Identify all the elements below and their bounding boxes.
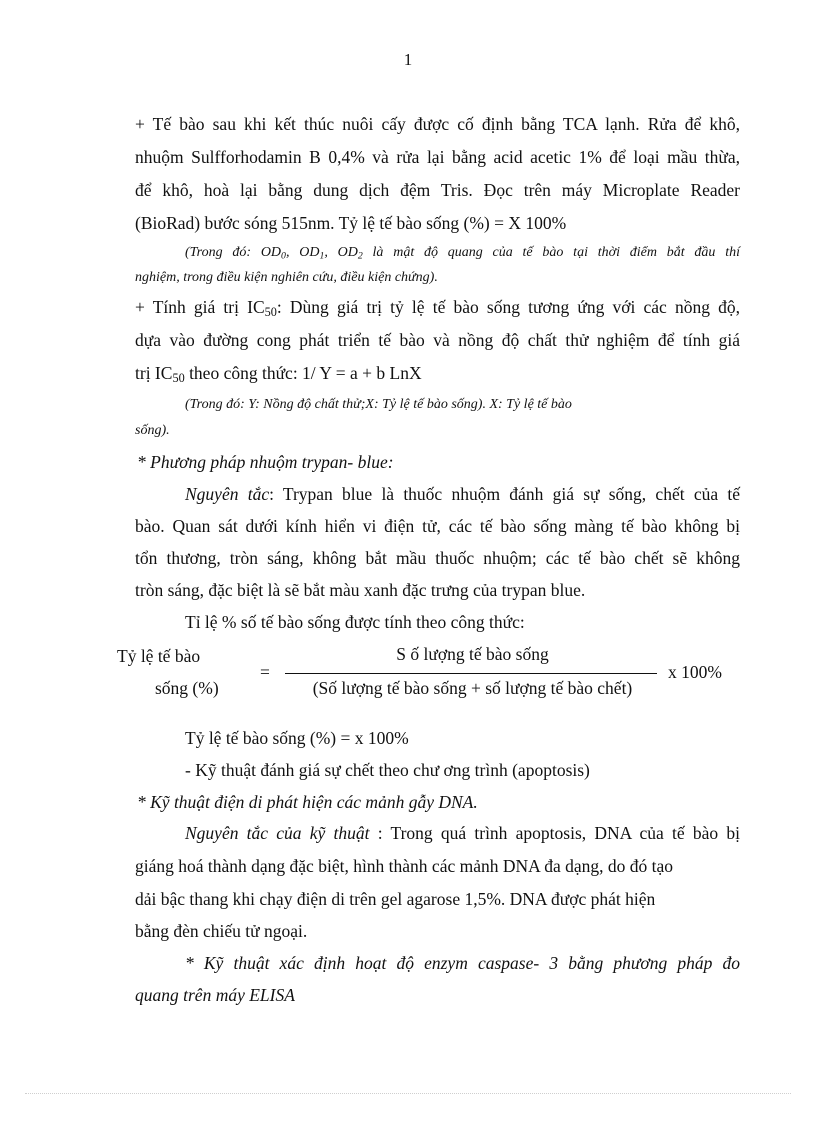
paragraph-line: nhuộm Sulfforhodamin B 0,4% và rửa lại bằng acid acetic 1% để loại mầu thừa, bbox=[135, 147, 740, 167]
formula-denominator: (Số lượng tế bào sống + số lượng tế bào chết) bbox=[312, 678, 633, 698]
paragraph-line: giáng hoá thành dạng đặc biệt, hình thành các mảnh DNA đa dạng, do đó tạo bbox=[135, 856, 673, 876]
paragraph-line: Tỉ lệ % số tế bào sống được tính theo công thức: bbox=[185, 612, 525, 632]
note-line: (Trong đó: $OD_0$, $OD_1$, $OD_2$ là mật độ quang của tế bào tại thời điểm bắt đầu thí bbox=[185, 245, 740, 262]
paragraph-line: dải bậc thang khi chạy điện di trên gel agarose 1,5%. DNA được phát hiện bbox=[135, 889, 656, 909]
formula-lhs: Tỷ lệ tế bào bbox=[117, 646, 201, 666]
section-heading: * Kỹ thuật xác định hoạt độ enzym caspase- 3 bằng phương pháp đo bbox=[185, 953, 740, 973]
note-line: nghiệm, trong điều kiện nghiên cứu, điều kiện chứng). bbox=[135, 270, 438, 285]
paragraph-line: tổn thương, tròn sáng, không bắt mầu thuốc nhuộm; các tế bào chết sẽ không bbox=[135, 548, 740, 568]
page-number: 1 bbox=[403, 50, 413, 69]
formula-numerator: S ố lượng tế bào sống bbox=[396, 644, 549, 664]
paragraph-line: + Tính giá trị $IC_{50}$: Dùng giá trị tỷ lệ tế bào sống tương ứng với các nồng độ, bbox=[135, 297, 740, 320]
formula-multiplier: x 100% bbox=[668, 662, 722, 682]
section-heading: quang trên máy ELISA bbox=[135, 985, 295, 1005]
section-heading: * Phương pháp nhuộm trypan- blue: bbox=[137, 452, 394, 472]
note-line: sống). bbox=[135, 423, 170, 438]
page-bottom-border bbox=[25, 1093, 791, 1094]
paragraph-line: để khô, hoà lại bằng dung dịch đệm Tris. Đọc trên máy Microplate Reader bbox=[135, 180, 740, 200]
formula-equals: = bbox=[260, 662, 270, 682]
paragraph-line: (BioRad) bước sóng 515nm. Tỷ lệ tế bào sống (%) = X 100% bbox=[135, 213, 567, 233]
formula bbox=[117, 640, 740, 704]
note-line: (Trong đó: Y: Nồng độ chất thử;X: Tỷ lệ tế bào sống). X: Tỷ lệ tế bào bbox=[185, 397, 572, 412]
formula-lhs: sống (%) bbox=[155, 678, 219, 698]
paragraph-line: dựa vào đường cong phát triển tế bào và nồng độ chất thử nghiệm để tính giá bbox=[135, 330, 740, 350]
paragraph-line: bào. Quan sát dưới kính hiển vi điện tử, các tế bào sống màng tế bào không bị bbox=[135, 516, 740, 536]
paragraph-line: tròn sáng, đặc biệt là sẽ bắt màu xanh đặc trưng của trypan blue. bbox=[135, 580, 586, 600]
paragraph-line: + Tế bào sau khi kết thúc nuôi cấy được cố định bằng TCA lạnh. Rửa để khô, bbox=[135, 114, 740, 134]
section-heading: * Kỹ thuật điện di phát hiện các mảnh gẫy DNA. bbox=[137, 792, 478, 812]
fraction-bar bbox=[285, 673, 657, 674]
paragraph-line: trị $IC_{50}$ theo công thức: 1/ Y = a + b LnX bbox=[135, 363, 422, 386]
paragraph-line: Nguyên tắc: Trypan blue là thuốc nhuộm đánh giá sự sống, chết của tế bbox=[185, 484, 740, 504]
paragraph-line: bằng đèn chiếu tử ngoại. bbox=[135, 921, 308, 941]
paragraph-line: Nguyên tắc của kỹ thuật : Trong quá trình apoptosis, DNA của tế bào bị bbox=[185, 823, 740, 843]
paragraph-line: Tỷ lệ tế bào sống (%) = x 100% bbox=[185, 728, 409, 748]
paragraph-line: - Kỹ thuật đánh giá sự chết theo chư ơng trình (apoptosis) bbox=[185, 760, 590, 780]
